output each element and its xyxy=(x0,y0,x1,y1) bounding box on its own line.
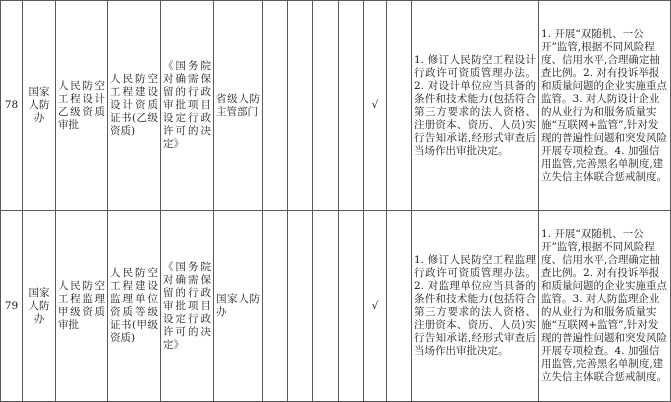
table-row xyxy=(1,1,671,211)
supervision-measures-cell: 1. 开展“双随机、一公开”监管,根据不同风险程度、信用水平,合理确定抽查比例。2. 对有投诉举报和质量问题的企业实施重点监管。3. 对人防设计企业的从业行为和服务质量实施“互联网+监管”,针对发现的普遍性问题和突发风险开展专项检查。4. 加强信用监管,完善黑名单制度,建立失信主体联合惩戒制度。 xyxy=(539,1,671,211)
legal-basis-cell: 《国务院对确需保留的行政审批项目设定行政许可的决定》 xyxy=(161,1,214,211)
check-mark: √ xyxy=(364,211,387,402)
approval-authority-cell: 国家人防办 xyxy=(214,211,263,402)
approval-item-cell: 人民防空工程监理甲级资质审批 xyxy=(56,211,108,402)
row-number: 78 xyxy=(1,1,23,211)
reform-measures-cell: 1. 修订人民防空工程设计行政许可资质管理办法。2. 对设计单位应当具备的条件和技术能力(包括符合第三方要求的法人资格、注册资本、资历、人员)实行告知承诺,经形式审查后当场作出审批决定。 xyxy=(412,1,539,211)
department-cell: 国家人防办 xyxy=(23,1,56,211)
empty-cell xyxy=(387,211,412,402)
empty-cell xyxy=(288,211,313,402)
table-row xyxy=(1,211,671,402)
empty-cell xyxy=(313,1,339,211)
approval-item-cell: 人民防空工程设计乙级资质审批 xyxy=(56,1,108,211)
empty-cell xyxy=(288,1,313,211)
approval-authority-cell: 省级人防主管部门 xyxy=(214,1,263,211)
certificate-cell: 人民防空工程建设设计资质证书(乙级资质) xyxy=(108,1,161,211)
row-number: 79 xyxy=(1,211,23,402)
reform-measures-cell: 1. 修订人民防空工程监理行政许可资质管理办法。2. 对监理单位应当具备的条件和技术能力(包括符合第三方要求的法人资格、注册资本、资历、人员)实行告知承诺,经形式审查后当场作出审批决定。 xyxy=(412,211,539,402)
empty-cell xyxy=(387,1,412,211)
department-cell: 国家人防办 xyxy=(23,211,56,402)
legal-basis-cell: 《国务院对确需保留的行政审批项目设定行政许可的决定》 xyxy=(161,211,214,402)
empty-cell xyxy=(339,1,364,211)
check-mark: √ xyxy=(364,1,387,211)
empty-cell xyxy=(339,211,364,402)
empty-cell xyxy=(263,1,288,211)
certificate-cell: 人民防空工程建设监理单位资质等级证书(甲级资质) xyxy=(108,211,161,402)
empty-cell xyxy=(263,211,288,402)
empty-cell xyxy=(313,211,339,402)
supervision-measures-cell: 1. 开展“双随机、一公开”监管,根据不同风险程度、信用水平,合理确定抽查比例。2. 对有投诉举报和质量问题的企业实施重点监管。3. 对人防监理企业的从业行为和服务质量实施“互联网+监管”,针对发现的普遍性问题和突发风险开展专项检查。4. 加强信用监管,完善黑名单制度,建立失信主体联合惩戒制度。 xyxy=(539,211,671,402)
